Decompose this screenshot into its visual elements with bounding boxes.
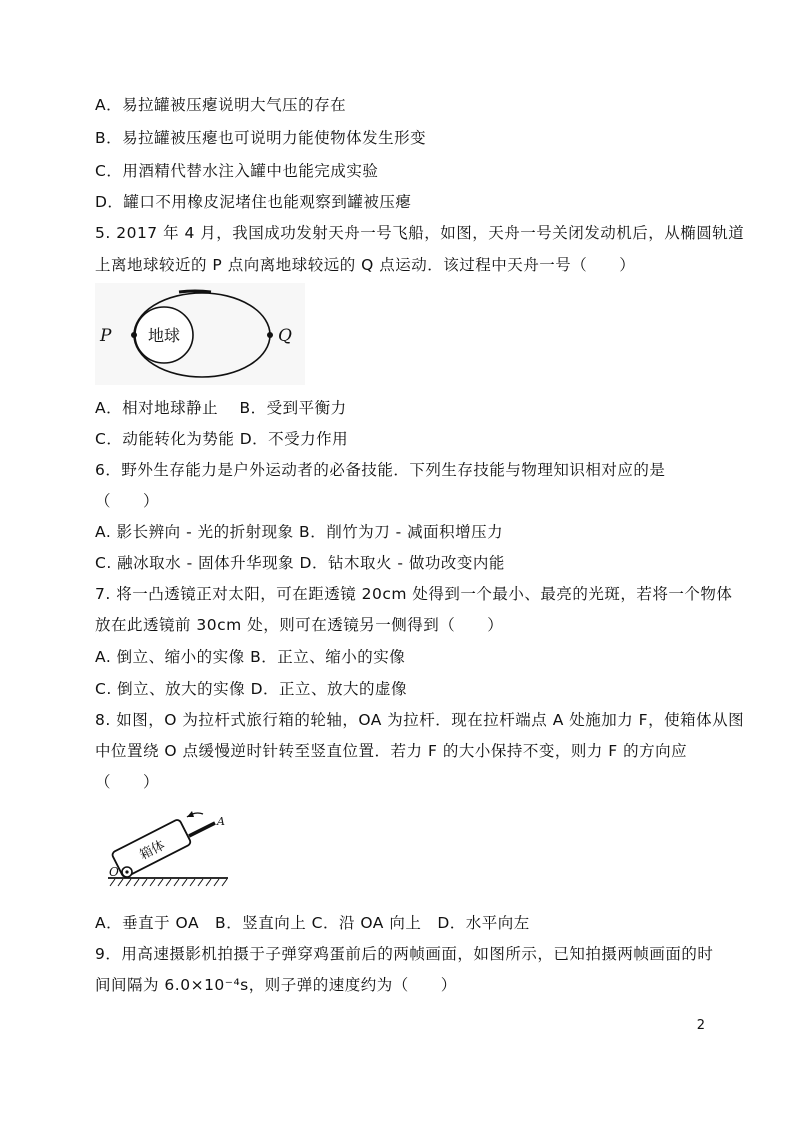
rotation-arrowhead-icon <box>187 811 194 817</box>
q7-options-line-2: C. 倒立、放大的实像 D．正立、放大的虚像 <box>95 680 408 698</box>
pull-rod-oa <box>189 823 215 836</box>
q5-options-line-2: C．动能转化为势能 D．不受力作用 <box>95 430 349 448</box>
point-p <box>131 332 137 338</box>
o-label: O <box>109 865 119 879</box>
p-label: P <box>100 326 112 346</box>
q4-option-c: C．用酒精代替水注入罐中也能完成实验 <box>95 162 379 180</box>
q6-options-line-1: A. 影长辨向 - 光的折射现象 B．削竹为刀 - 减面积增压力 <box>95 523 504 541</box>
orbit-diagram <box>95 283 305 385</box>
q8-stem-line-1: 8. 如图，O 为拉杆式旅行箱的轮轴，OA 为拉杆．现在拉杆端点 A 处施加力 F，使箱体从图 <box>95 711 745 729</box>
ground-hatching <box>110 879 227 886</box>
q6-options-line-2: C. 融冰取水 - 固体升华现象 D．钻木取火 - 做功改变内能 <box>95 554 505 572</box>
q4-option-b: B．易拉罐被压瘪也可说明力能使物体发生形变 <box>95 129 427 147</box>
q7-options-line-1: A. 倒立、缩小的实像 B．正立、缩小的实像 <box>95 648 406 666</box>
q6-stem-line-1: 6．野外生存能力是户外运动者的必备技能．下列生存技能与物理知识相对应的是 <box>95 461 666 479</box>
q7-stem-line-2: 放在此透镜前 30cm 处，则可在透镜另一侧得到（ ） <box>95 616 504 634</box>
orbit-thick-segment <box>179 291 211 292</box>
q5-stem-line-2: 上离地球较近的 P 点向离地球较远的 Q 点运动．该过程中天舟一号（ ） <box>95 256 636 274</box>
q8-stem-line-2: 中位置绕 O 点缓慢逆时针转至竖直位置．若力 F 的大小保持不变，则力 F 的方向应 <box>95 742 688 760</box>
page-number: 2 <box>696 1018 705 1033</box>
luggage-diagram <box>103 800 233 895</box>
earth-label: 地球 <box>147 326 181 345</box>
point-q <box>267 332 273 338</box>
q8-options-line-1: A．垂直于 OA B．竖直向上 C．沿 OA 向上 D．水平向左 <box>95 914 530 932</box>
q5-options-line-1: A．相对地球静止 B．受到平衡力 <box>95 399 347 417</box>
q9-stem-line-1: 9．用高速摄影机拍摄于子弹穿鸡蛋前后的两帧画面，如图所示，已知拍摄两帧画面的时 <box>95 945 714 963</box>
q5-stem-line-1: 5. 2017 年 4 月，我国成功发射天舟一号飞船，如图，天舟一号关闭发动机后，从椭圆轨道 <box>95 224 745 242</box>
q4-option-a: A．易拉罐被压瘪说明大气压的存在 <box>95 96 347 114</box>
q7-stem-line-1: 7. 将一凸透镜正对太阳，可在距透镜 20cm 处得到一个最小、最亮的光斑，若将一个物体 <box>95 585 733 603</box>
q8-stem-line-3: （ ） <box>95 773 160 791</box>
q9-stem-line-2: 间间隔为 6.0×10⁻⁴s，则子弹的速度约为（ ） <box>95 976 457 994</box>
q4-option-d: D．罐口不用橡皮泥堵住也能观察到罐被压瘪 <box>95 193 412 211</box>
q-label: Q <box>278 326 292 346</box>
wheel-axle <box>125 870 128 873</box>
figure-background <box>95 283 305 385</box>
a-label: A <box>217 815 225 828</box>
box-label: 箱体 <box>137 838 168 864</box>
q6-stem-line-2: （ ） <box>95 492 160 510</box>
